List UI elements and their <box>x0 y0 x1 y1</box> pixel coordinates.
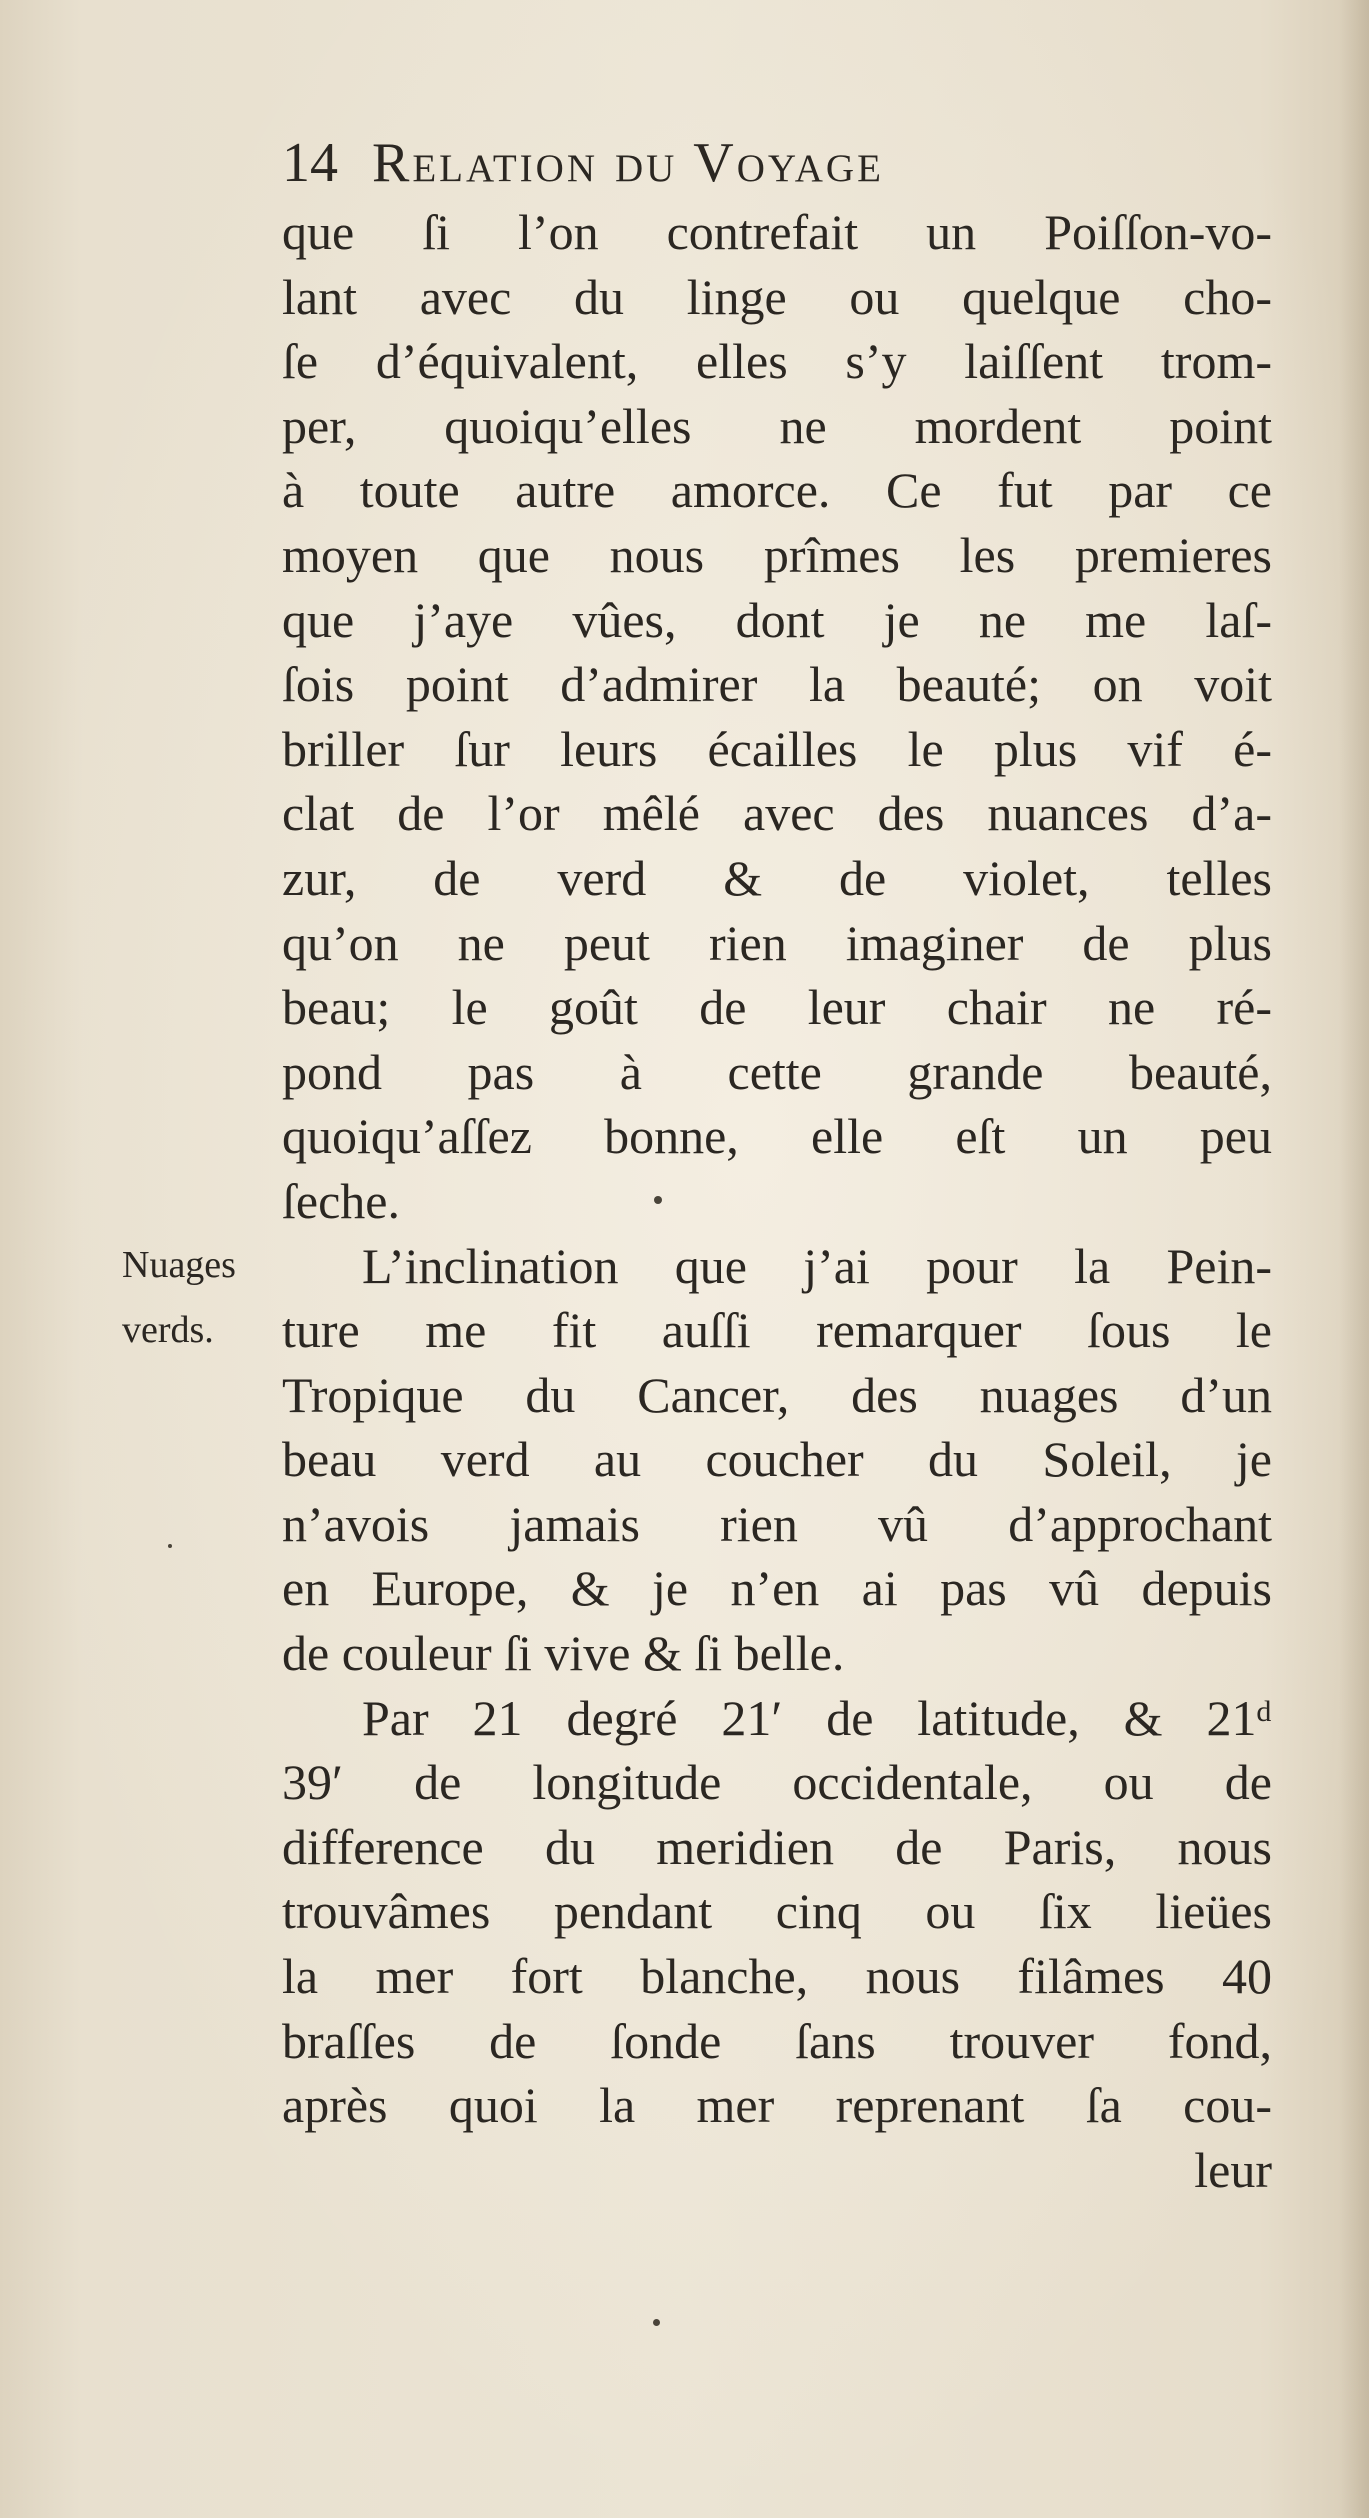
text-line: ſeche. <box>282 1172 400 1229</box>
text-line: Tropique du Cancer, des nuages d’un <box>282 1366 1272 1423</box>
text-line: après quoi la mer reprenant ſa cou- <box>282 2077 1272 2134</box>
text-line: de couleur ſi vive & ſi belle. <box>282 1625 845 1682</box>
ink-speck <box>168 1544 172 1548</box>
text-line: que ſi l’on contrefait un Poiſſon-vo- <box>282 204 1272 260</box>
text-line: zur, de verd & de violet, telles <box>282 849 1272 906</box>
margin-note-line-2: verds. <box>122 1309 214 1351</box>
text-line: moyen que nous prîmes les premieres <box>282 526 1272 583</box>
text-line: briller ſur leurs écailles le plus vif é- <box>282 720 1272 777</box>
text-line: n’avois jamais rien vû d’approchant <box>282 1495 1272 1552</box>
text-line: L’inclination que j’ai pour la Pein- <box>362 1237 1272 1294</box>
text-line: qu’on ne peut rien imaginer de plus <box>282 914 1272 971</box>
ink-speck <box>654 1196 662 1204</box>
running-title: Relation du Voyage <box>372 132 884 194</box>
text-line: per, quoiqu’elles ne mordent point <box>282 397 1272 454</box>
catchword: leur <box>1194 2141 1272 2198</box>
text-line: lant avec du linge ou quelque cho- <box>282 268 1272 325</box>
text-line: quoiqu’aſſez bonne, elle eſt un peu <box>282 1108 1272 1165</box>
text-line: Par 21 degré 21′ de latitude, & 21ᵈ <box>362 1689 1272 1746</box>
text-line: clat de l’or mêlé avec des nuances d’a- <box>282 785 1272 842</box>
text-line: beau; le goût de leur chair ne ré- <box>282 979 1272 1036</box>
body-text <box>282 200 1272 2202</box>
page-edge-shadow <box>1339 0 1369 2518</box>
text-line: à toute autre amorce. Ce fut par ce <box>282 462 1272 519</box>
text-line: 39′ de longitude occidentale, ou de <box>282 1754 1272 1811</box>
text-line: braſſes de ſonde ſans trouver fond, <box>282 2012 1272 2069</box>
margin-note-line-1: Nuages <box>122 1244 236 1286</box>
running-head <box>282 128 1272 198</box>
ink-speck <box>653 2319 660 2326</box>
text-line: pond pas à cette grande beauté, <box>282 1043 1272 1100</box>
text-line: ſe d’équivalent, elles s’y laiſſent trom- <box>282 333 1272 390</box>
text-line: ſois point d’admirer la beauté; on voit <box>282 656 1272 713</box>
text-line: que j’aye vûes, dont je ne me laſ- <box>282 591 1272 648</box>
text-line: la mer fort blanche, nous filâmes 40 <box>282 1948 1272 2005</box>
page-number: 14 <box>282 132 338 194</box>
text-line: en Europe, & je n’en ai pas vû depuis <box>282 1560 1272 1617</box>
text-line: ture me fit auſſi remarquer ſous le <box>282 1302 1272 1359</box>
text-line: beau verd au coucher du Soleil, je <box>282 1431 1272 1488</box>
text-line: difference du meridien de Paris, nous <box>282 1818 1272 1875</box>
text-line: trouvâmes pendant cinq ou ſix lieües <box>282 1883 1272 1940</box>
